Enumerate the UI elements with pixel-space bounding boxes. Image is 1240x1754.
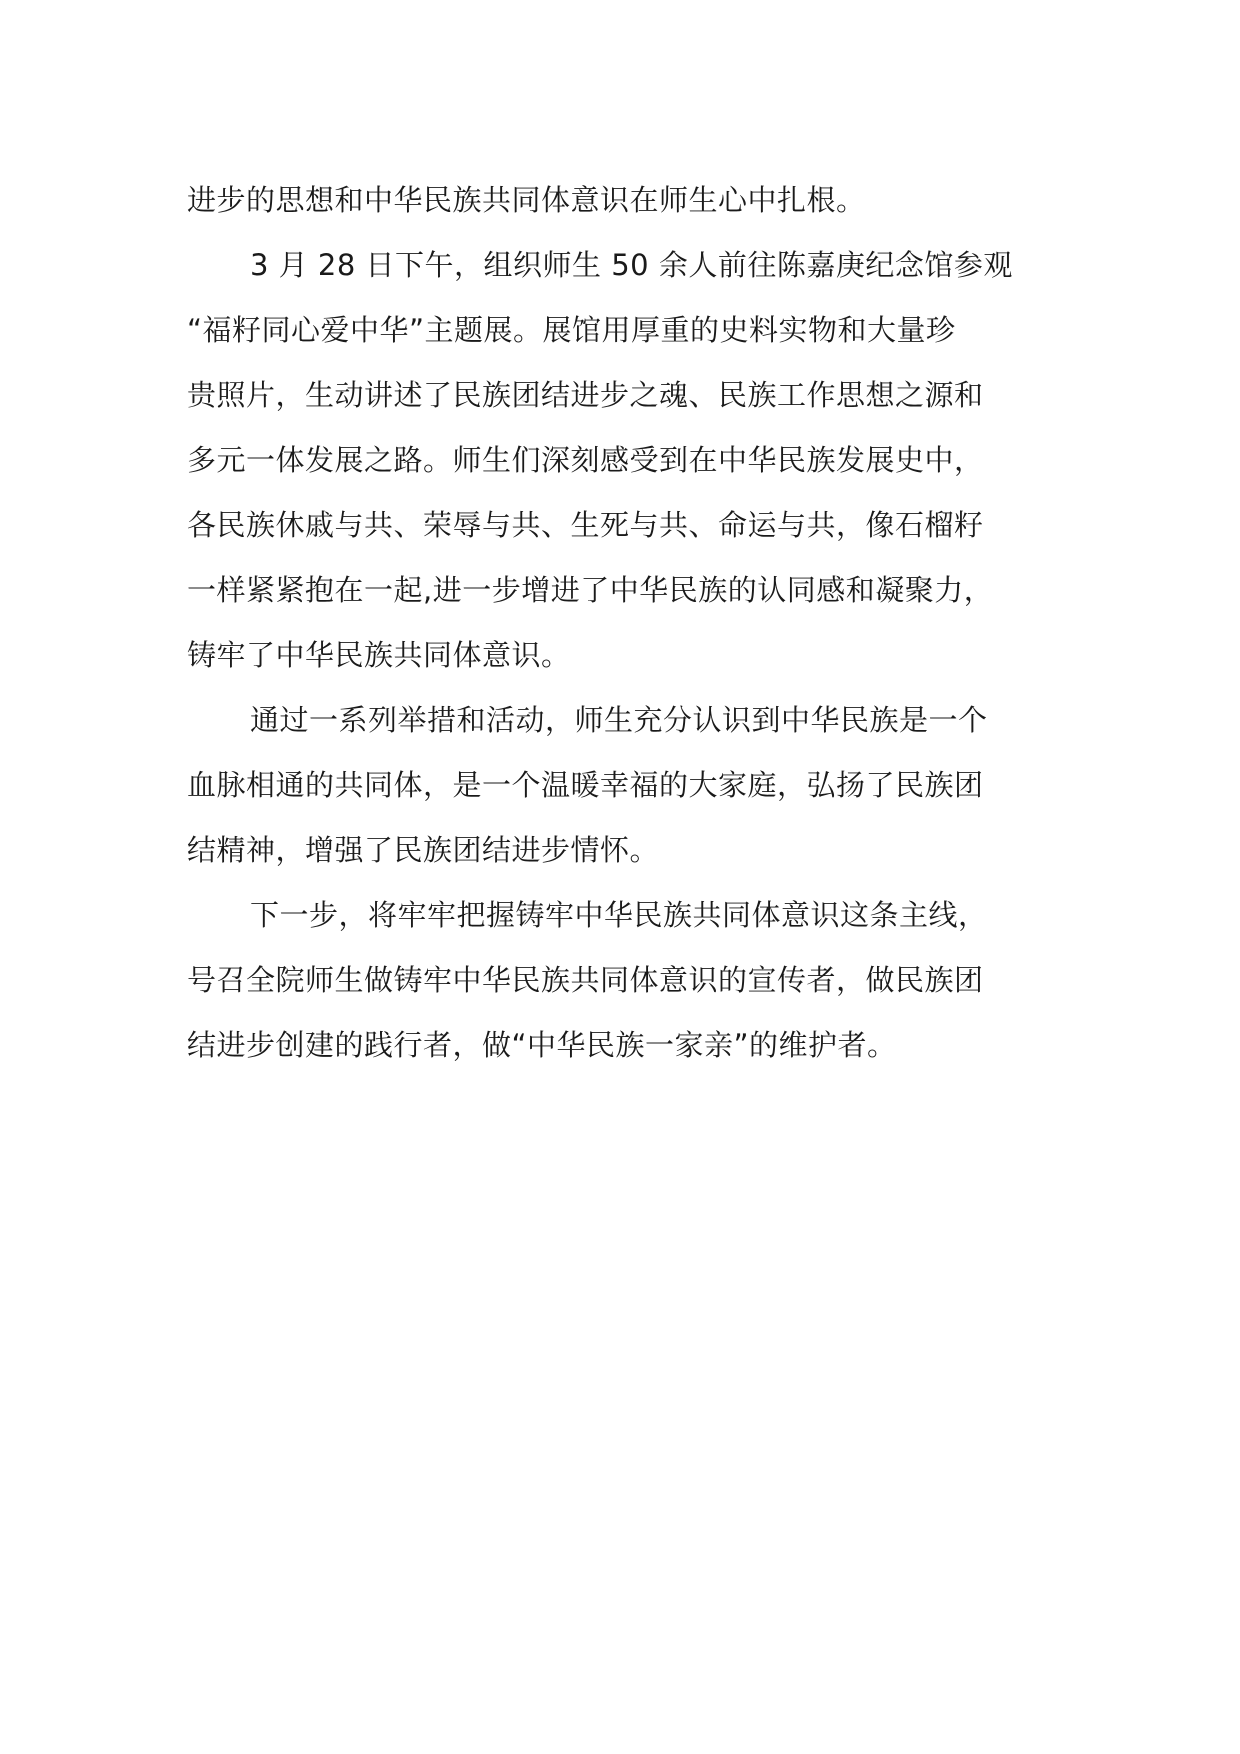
paragraph-1-line-7: 铸牢了中华民族共同体意识。 — [187, 638, 571, 672]
paragraph-2-line-1: 通过一系列举措和活动，师生充分认识到中华民族是一个 — [250, 703, 988, 737]
paragraph-3-line-3: 结进步创建的践行者，做“中华民族一家亲”的维护者。 — [187, 1028, 897, 1062]
paragraph-1-line-1: 3 月 28 日下午，组织师生 50 余人前往陈嘉庚纪念馆参观 — [250, 248, 1013, 282]
paragraph-1-line-6: 一样紧紧抱在一起,进一步增进了中华民族的认同感和凝聚力， — [187, 573, 994, 607]
paragraph-1-line-5: 各民族休戚与共、荣辱与共、生死与共、命运与共，像石榴籽 — [187, 508, 984, 542]
paragraph-1-line-4: 多元一体发展之路。师生们深刻感受到在中华民族发展史中， — [187, 443, 984, 477]
paragraph-1-line-2: “福籽同心爱中华”主题展。展馆用厚重的史料实物和大量珍 — [187, 313, 956, 347]
paragraph-3-line-1: 下一步，将牢牢把握铸牢中华民族共同体意识这条主线， — [250, 898, 988, 932]
paragraph-2-line-3: 结精神，增强了民族团结进步情怀。 — [187, 833, 660, 867]
paragraph-3-line-2: 号召全院师生做铸牢中华民族共同体意识的宣传者，做民族团 — [187, 963, 984, 997]
paragraph-2-line-2: 血脉相通的共同体，是一个温暖幸福的大家庭，弘扬了民族团 — [187, 768, 984, 802]
text-line-1: 进步的思想和中华民族共同体意识在师生心中扎根。 — [187, 183, 866, 217]
paragraph-1-line-3: 贵照片，生动讲述了民族团结进步之魂、民族工作思想之源和 — [187, 378, 984, 412]
